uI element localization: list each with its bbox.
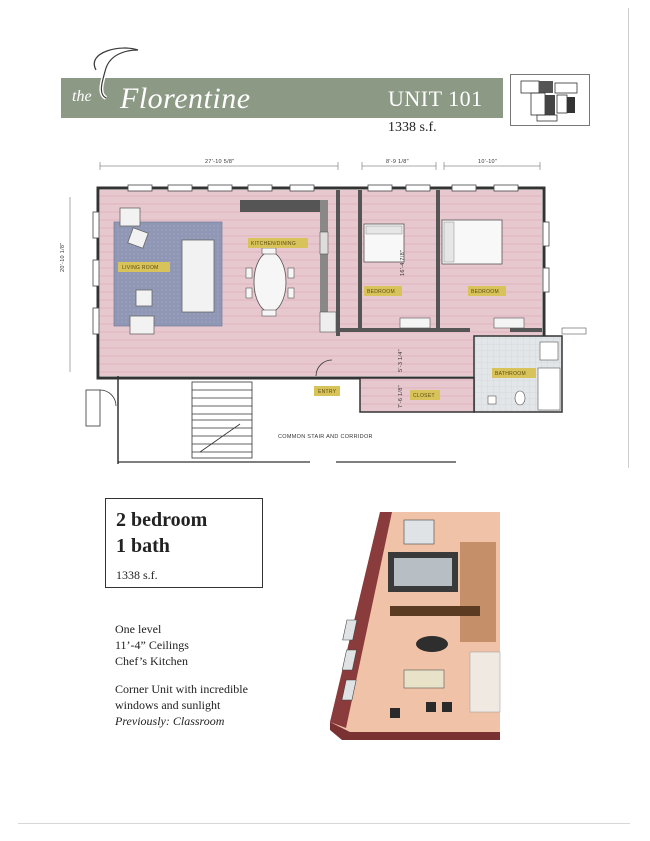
dim-living-width: 27'-10 5/8" [205,159,235,165]
dim-bedroom-depth: 16'-4 7/8" [400,249,406,276]
feature-kitchen: Chef’s Kitchen [115,654,188,668]
corridor-door [86,390,116,426]
fridge [320,312,336,332]
toilet [515,391,525,405]
bedroom-closet-2 [494,318,524,328]
dim-bedroom-width: 8'-9 1/8" [386,159,409,165]
bathtub [538,368,560,410]
brand-name: Florentine [120,82,251,115]
page-bottom-line [18,823,630,824]
label-corridor: COMMON STAIR AND CORRIDOR [278,434,373,440]
dining-table [254,252,286,312]
sofa [182,240,214,312]
3d-rendering [330,502,502,742]
windows-left [93,212,99,334]
summary-baths: 1 bath [116,535,170,557]
vanity [540,342,558,360]
dim-overall-depth: 20'-10 1/8" [60,242,66,272]
render-kitchen-cabinets [390,606,480,616]
feature-previously: Previously: Classroom [115,714,225,728]
ottoman [136,290,152,306]
label-kitchen-dining: KITCHEN/DINING [251,241,297,247]
dim-bedroom2-width: 10'-10" [478,159,498,165]
unit-sqft: 1338 s.f. [388,120,437,135]
label-closet: CLOSET [413,393,435,399]
render-dining-table [416,636,448,652]
summary-bedrooms: 2 bedroom [116,509,208,531]
brand-article: the [72,88,92,105]
page-edge-line [628,8,629,468]
feature-ceilings: 11’-4” Ceilings [115,638,189,652]
label-bedroom-1: BEDROOM [367,289,395,295]
summary-box [105,498,263,588]
bedroom-closet-1 [400,318,430,328]
label-entry: ENTRY [318,389,337,395]
label-bathroom: BATHROOM [495,371,526,377]
range [320,232,328,254]
window-bath [562,328,586,334]
armchair [130,316,154,334]
summary-sqft: 1338 s.f. [116,568,158,582]
label-living-room: LIVING ROOM [122,265,159,271]
features-list [115,621,295,729]
lounge-chair [120,208,140,226]
feature-corner-2: windows and sunlight [115,698,221,712]
sink [488,396,496,404]
floor-plan [60,152,600,472]
render-sofa [404,670,444,688]
feature-level: One level [115,622,162,636]
stair [192,382,252,458]
dim-closet-depth: 7'-6 1/8" [398,385,404,408]
key-plan-thumbnail [510,74,590,126]
unit-title: UNIT 101 [388,86,483,111]
label-bedroom-2: BEDROOM [471,289,499,295]
feature-corner-1: Corner Unit with incredible [115,682,248,696]
key-plan-drawing [511,75,589,125]
dim-hall-depth: 5'-3 1/4" [398,349,404,372]
